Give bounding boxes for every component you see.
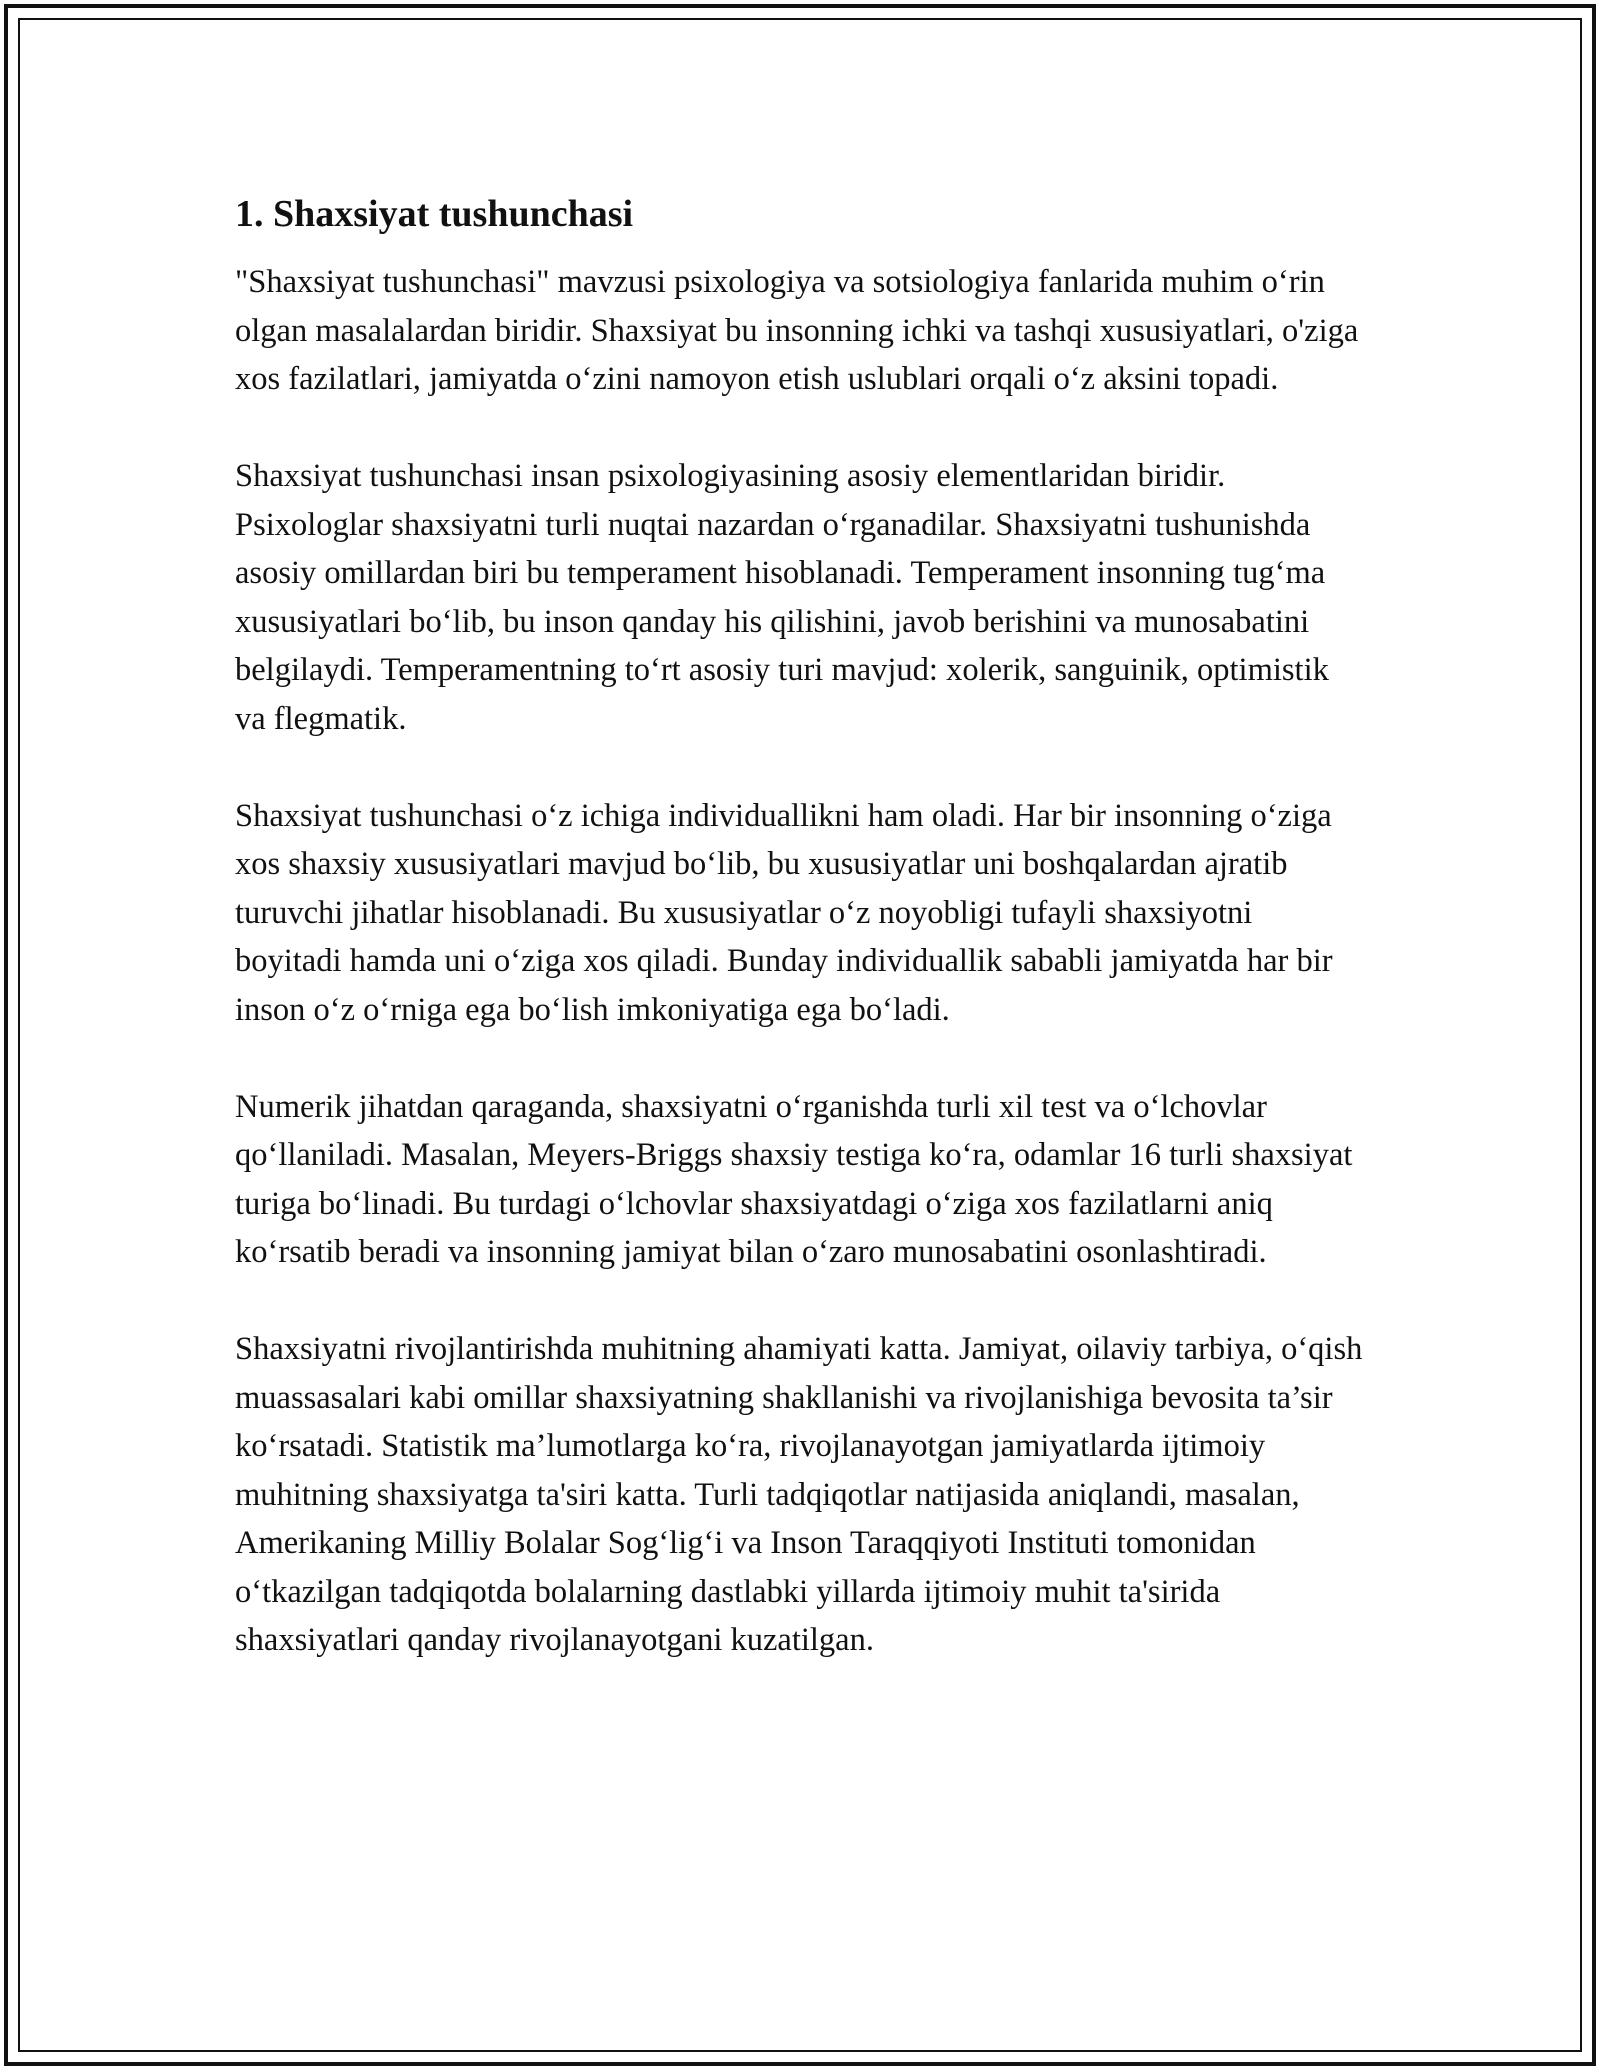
paragraph-2: Shaxsiyat tushunchasi insan psixologiyasining asosiy elementlaridan biridir. Psixologlar shaxsiyatni turli nuqtai nazardan o‘rganadilar. Shaxsiyatni tushunishda asosiy omillardan biri bu temperament hisoblanadi. Temperament insonning tug‘ma xususiyatlari bo‘lib, bu inson qanday his qilishini, javob berishini va munosabatini belgilaydi. Temperamentning to‘rt asosiy turi mavjud: xolerik, sanguinik, optimistik va flegmatik. (235, 458, 1329, 737)
paragraph-3: Shaxsiyat tushunchasi o‘z ichiga individuallikni ham oladi. Har bir insonning o‘ziga xos shaxsiy xususiyatlari mavjud bo‘lib, bu xususiyatlar uni boshqalardan ajratib turuvchi jihatlar hisoblanadi. Bu xususiyatlar o‘z noyobligi tufayli shaxsiyotni boyitadi hamda uni o‘ziga xos qiladi. Bunday individuallik sababli jamiyatda har bir inson o‘z o‘rniga ega bo‘lish imkoniyatiga ega bo‘ladi. (235, 797, 1333, 1028)
paragraph-5: Shaxsiyatni rivojlantirishda muhitning ahamiyati katta. Jamiyat, oilaviy tarbiya, o‘qish muassasalari kabi omillar shaxsiyatning shakllanishi va rivojlanishiga bevosita ta’sir ko‘rsatadi. Statistik ma’lumotlarga ko‘ra, rivojlanayotgan jamiyatlarda ijtimoiy muhitning shaxsiyatga ta'siri katta. Turli tadqiqotlar natijasida aniqlandi, masalan, Amerikaning Milliy Bolalar Sog‘lig‘i va Inson Taraqqiyoti Instituti tomonidan o‘tkazilgan tadqiqotda bolalarning dastlabki yillarda ijtimoiy muhit ta'sirida shaxsiyatlari qanday rivojlanayotgani kuzatilgan. (235, 1331, 1363, 1658)
document-body (235, 190, 1365, 1713)
paragraph-1: "Shaxsiyat tushunchasi" mavzusi psixologiya va sotsiologiya fanlarida muhim o‘rin olgan masalalardan biridir. Shaxsiyat bu insonning ichki va tashqi xususiyatlari, o'ziga xos fazilatlari, jamiyatda o‘zini namoyon etish uslublari orqali o‘z aksini topadi. (235, 264, 1359, 397)
paragraph-4: Numerik jihatdan qaraganda, shaxsiyatni o‘rganishda turli xil test va o‘lchovlar qo‘llaniladi. Masalan, Meyers-Briggs shaxsiy testiga ko‘ra, odamlar 16 turli shaxsiyat turiga bo‘linadi. Bu turdagi o‘lchovlar shaxsiyatdagi o‘ziga xos fazilatlarni aniq ko‘rsatib beradi va insonning jamiyat bilan o‘zaro munosabatini osonlashtiradi. (235, 1088, 1353, 1270)
section-heading: 1. Shaxsiyat tushunchasi (235, 193, 634, 235)
